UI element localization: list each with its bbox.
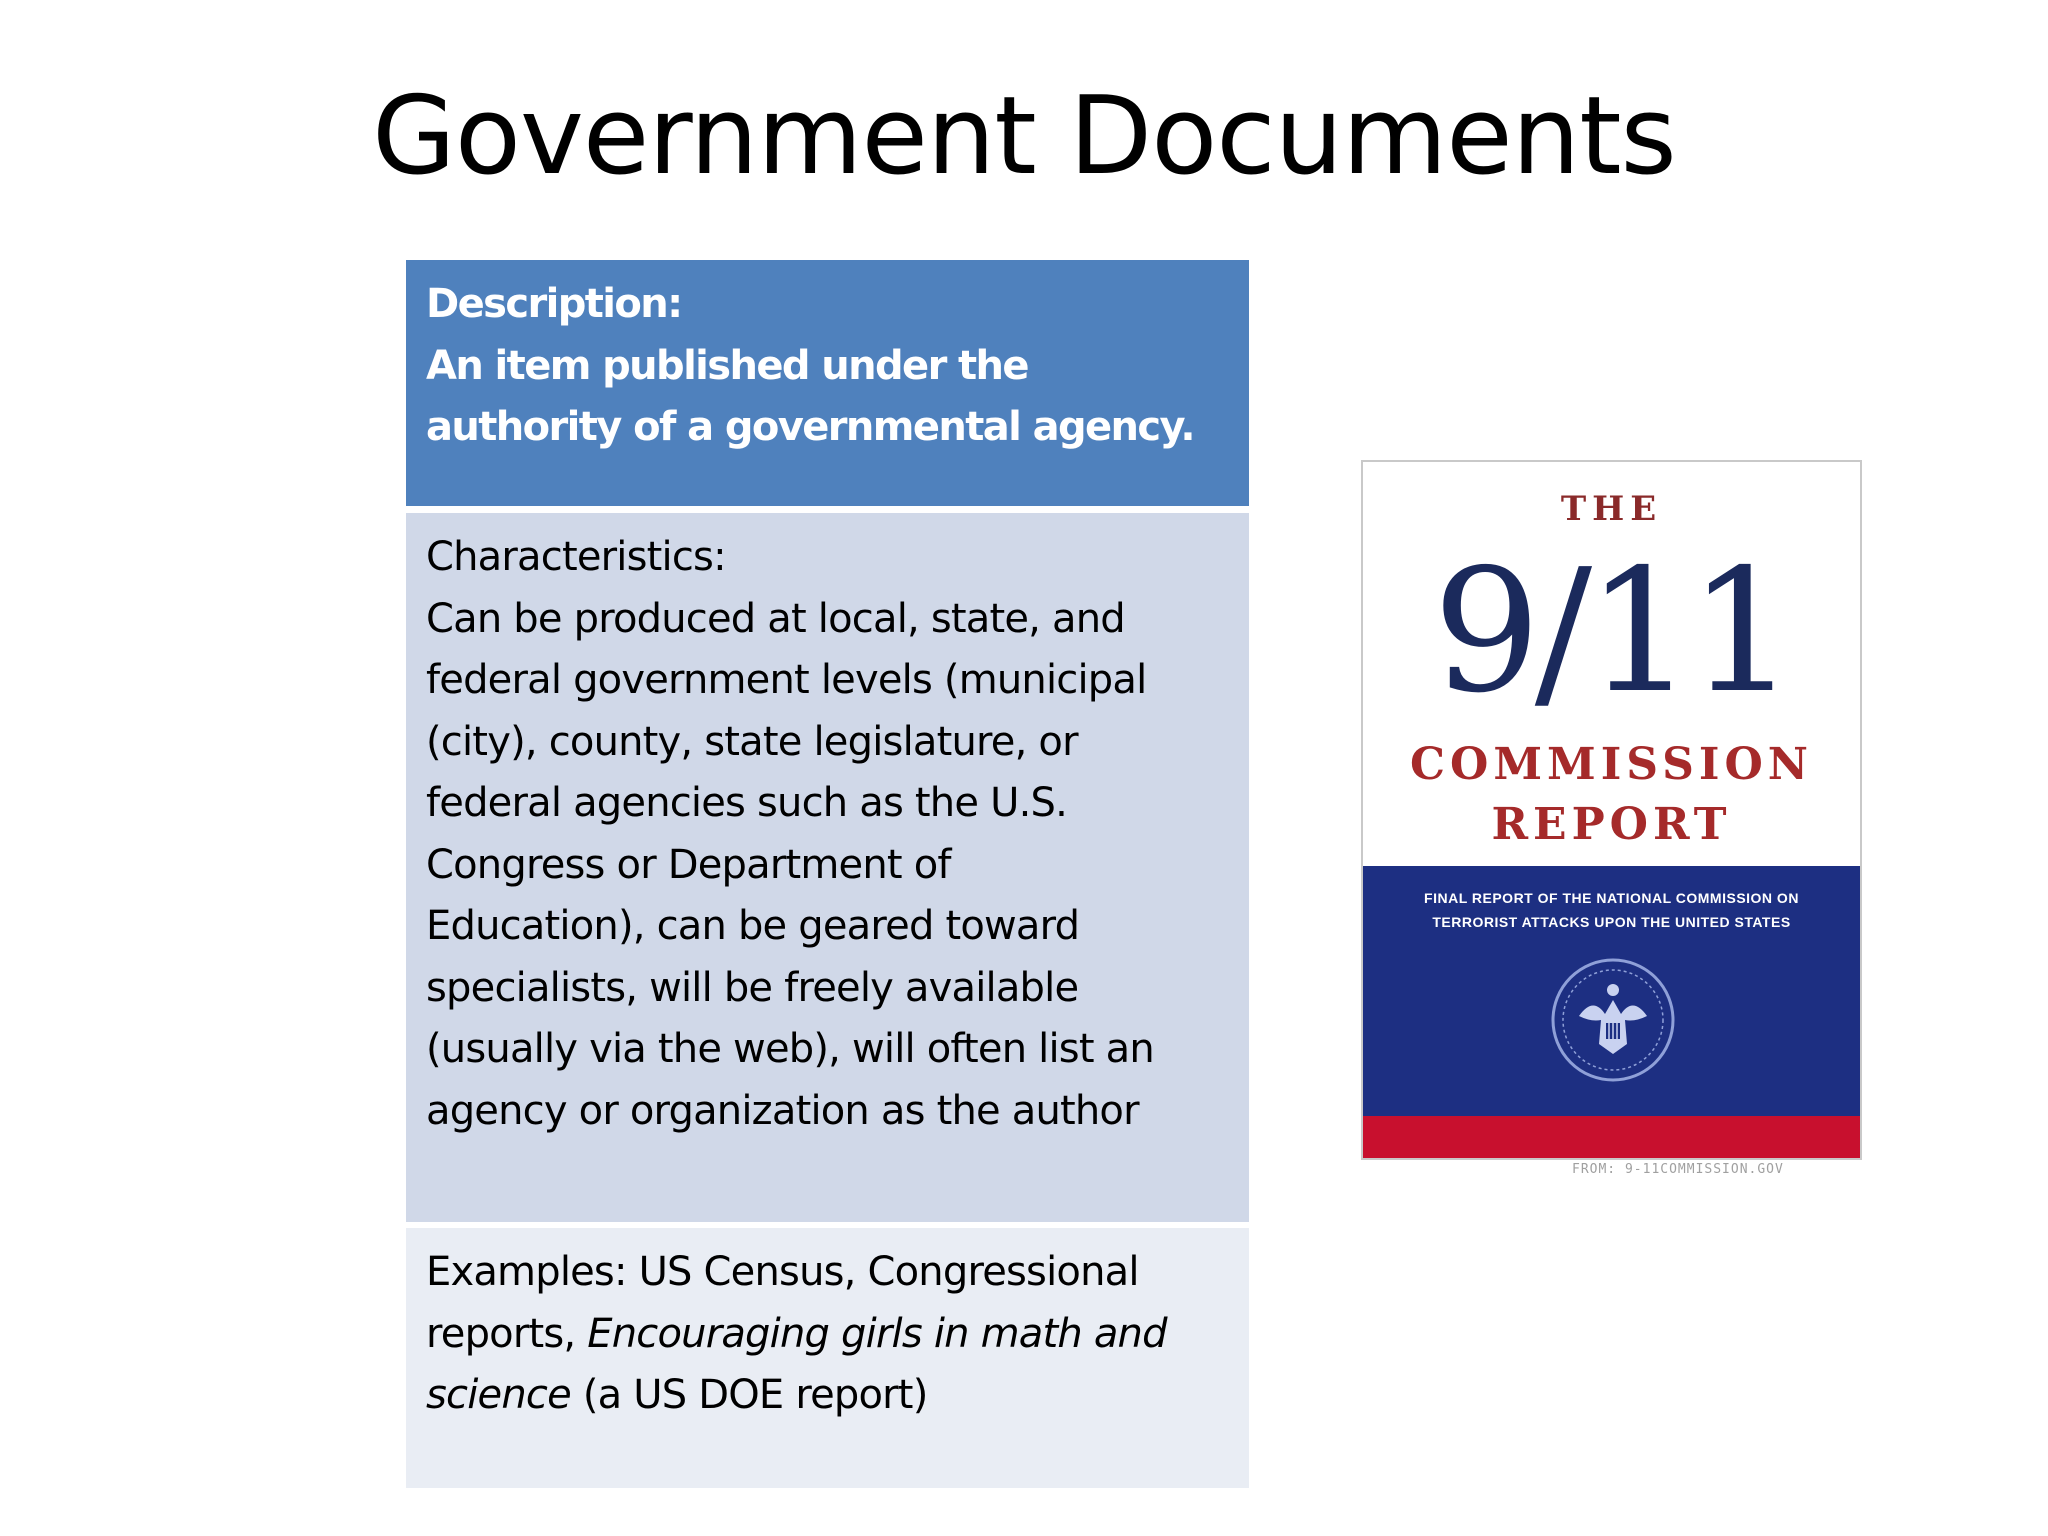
book-cover-red-band xyxy=(1363,1116,1860,1160)
example-title-italic: Encouraging girls in math and xyxy=(587,1310,1167,1357)
examples-line xyxy=(426,1304,1229,1366)
book-cover-source: FROM: 9-11COMMISSION.GOV xyxy=(1572,1162,1784,1177)
example-title-italic: science xyxy=(426,1372,571,1418)
examples-text: (a US DOE report) xyxy=(570,1372,928,1418)
characteristics-line: (usually via the web), will often list an xyxy=(426,1026,1154,1072)
characteristics-heading: Characteristics: xyxy=(426,534,726,580)
book-cover-report: REPORT xyxy=(1491,799,1732,850)
characteristics-line: specialists, will be freely available xyxy=(426,964,1079,1011)
description-cell xyxy=(406,260,1249,506)
book-cover-commission: COMMISSION xyxy=(1409,739,1814,790)
book-cover-image xyxy=(1361,460,1862,1160)
examples-line xyxy=(426,1365,1229,1427)
characteristics-line: federal government levels (municipal xyxy=(426,657,1147,703)
book-cover-the: THE xyxy=(1560,489,1663,529)
book-cover-subtitle-line: TERRORIST ATTACKS UPON THE UNITED STATES xyxy=(1432,914,1791,930)
characteristics-line: Education), can be geared toward xyxy=(426,903,1080,949)
examples-text: reports, xyxy=(426,1310,588,1357)
examples-cell xyxy=(406,1228,1249,1488)
examples-line: Examples: US Census, Congressional xyxy=(426,1249,1139,1295)
book-cover-subtitle xyxy=(1363,886,1860,934)
description-heading: Description: xyxy=(426,281,682,327)
book-cover-blue-band xyxy=(1363,866,1860,1116)
characteristics-cell xyxy=(406,513,1249,1222)
characteristics-line: Congress or Department of xyxy=(426,841,951,888)
characteristics-line: agency or organization as the author xyxy=(426,1087,1139,1134)
characteristics-line: Can be produced at local, state, and xyxy=(426,595,1125,642)
book-cover-subtitle-line: FINAL REPORT OF THE NATIONAL COMMISSION ON xyxy=(1424,890,1799,906)
characteristics-line: federal agencies such as the U.S. xyxy=(426,780,1067,826)
description-line: authority of a governmental agency. xyxy=(426,404,1194,450)
book-cover-number: 9/11 xyxy=(1432,533,1791,731)
description-line: An item published under the xyxy=(426,342,1028,389)
slide-title: Government Documents xyxy=(372,74,1676,199)
characteristics-line: (city), county, state legislature, or xyxy=(426,718,1078,765)
great-seal-icon xyxy=(1549,956,1677,1084)
